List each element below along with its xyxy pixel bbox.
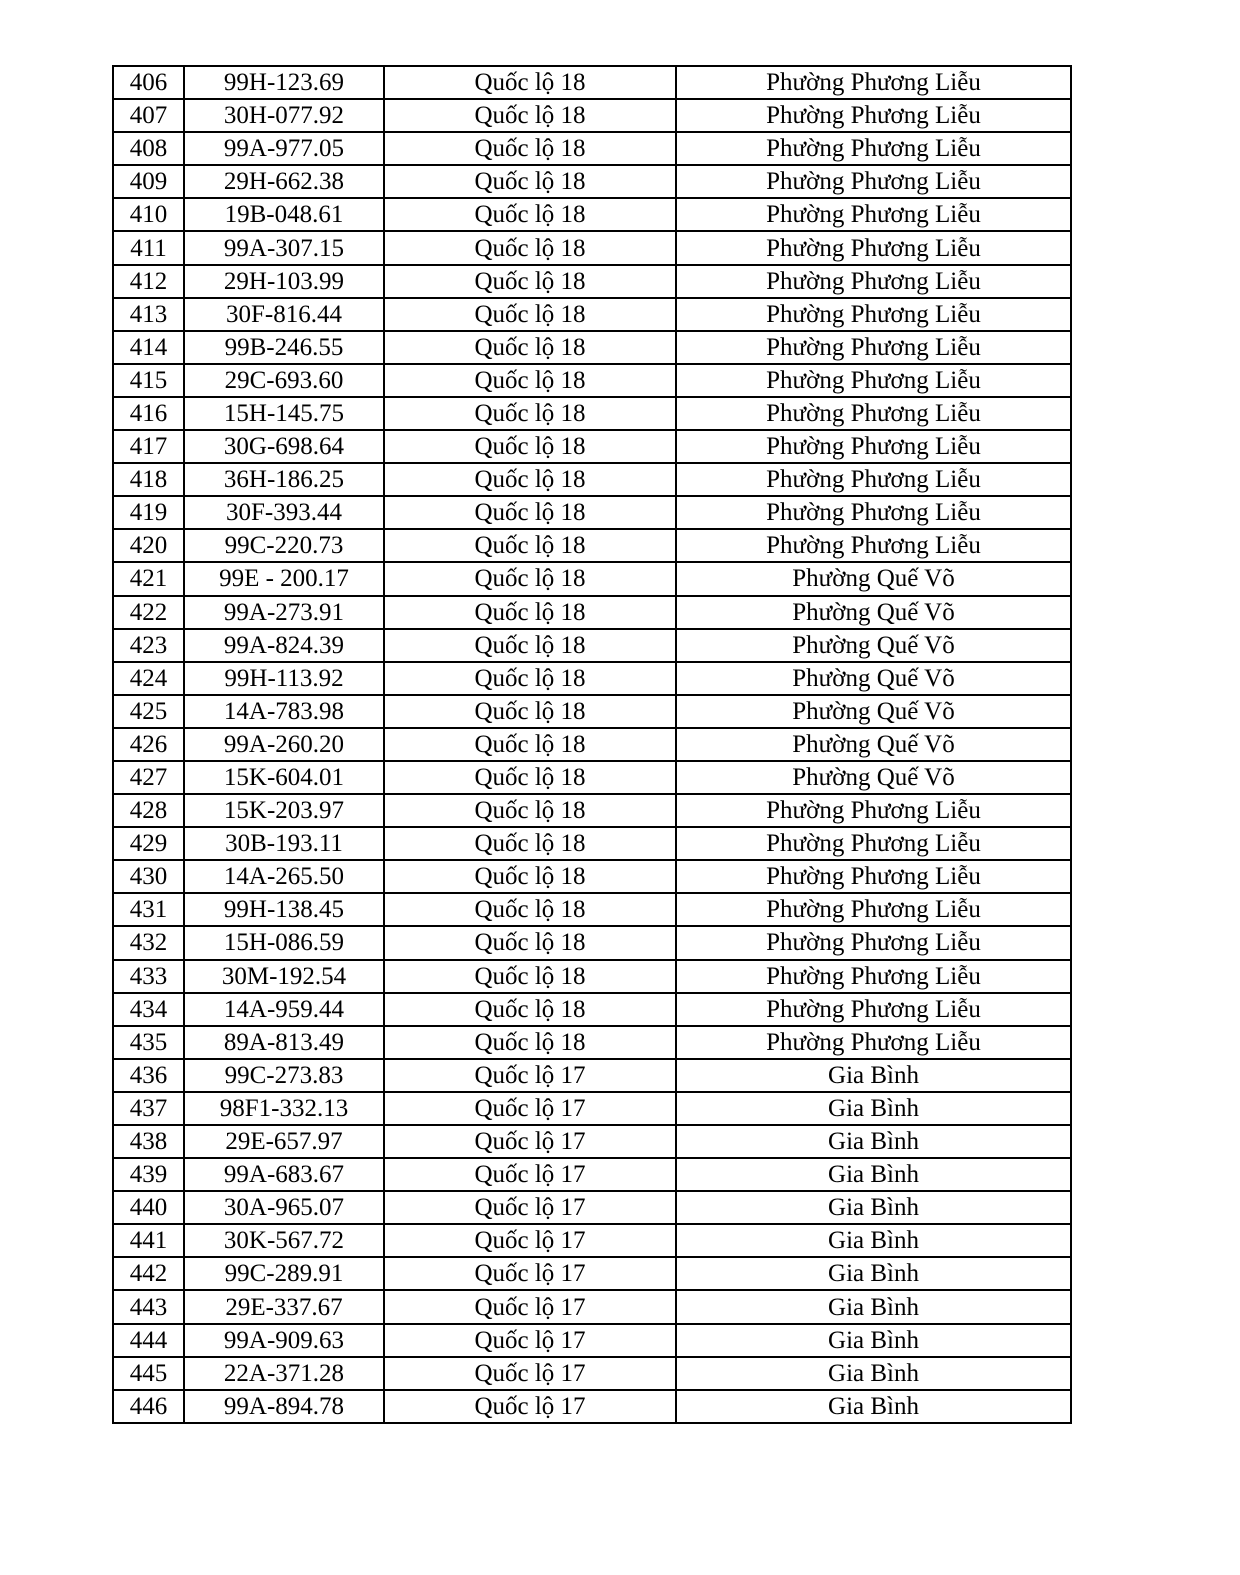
location-cell: Phường Phương Liễu [676,165,1071,198]
license-plate-cell: 15H-145.75 [184,397,384,430]
location-cell: Gia Bình [676,1257,1071,1290]
location-cell: Phường Phương Liễu [676,331,1071,364]
license-plate-cell: 99A-260.20 [184,728,384,761]
license-plate-cell: 30M-192.54 [184,960,384,993]
row-number-cell: 422 [113,596,184,629]
row-number-cell: 431 [113,893,184,926]
location-cell: Phường Phương Liễu [676,496,1071,529]
road-cell: Quốc lộ 17 [384,1390,676,1423]
road-cell: Quốc lộ 17 [384,1290,676,1323]
road-cell: Quốc lộ 18 [384,463,676,496]
row-number-cell: 445 [113,1357,184,1390]
license-plate-cell: 99A-273.91 [184,596,384,629]
location-cell: Phường Quế Võ [676,629,1071,662]
location-cell: Phường Phương Liễu [676,99,1071,132]
license-plate-cell: 99C-273.83 [184,1059,384,1092]
row-number-cell: 408 [113,132,184,165]
table-row [113,298,1071,331]
license-plate-cell: 30F-393.44 [184,496,384,529]
table-row [113,1059,1071,1092]
road-cell: Quốc lộ 18 [384,66,676,99]
road-cell: Quốc lộ 17 [384,1324,676,1357]
location-cell: Gia Bình [676,1224,1071,1257]
location-cell: Gia Bình [676,1059,1071,1092]
row-number-cell: 435 [113,1026,184,1059]
license-plate-cell: 99C-220.73 [184,529,384,562]
location-cell: Gia Bình [676,1092,1071,1125]
license-plate-cell: 29E-657.97 [184,1125,384,1158]
table-row [113,562,1071,595]
row-number-cell: 427 [113,761,184,794]
license-plate-cell: 22A-371.28 [184,1357,384,1390]
row-number-cell: 429 [113,827,184,860]
location-cell: Gia Bình [676,1357,1071,1390]
road-cell: Quốc lộ 18 [384,993,676,1026]
table-row [113,1324,1071,1357]
license-plate-cell: 29E-337.67 [184,1290,384,1323]
license-plate-cell: 15K-604.01 [184,761,384,794]
table-row [113,99,1071,132]
license-plate-cell: 30F-816.44 [184,298,384,331]
road-cell: Quốc lộ 17 [384,1158,676,1191]
location-cell: Gia Bình [676,1158,1071,1191]
road-cell: Quốc lộ 18 [384,695,676,728]
table-row [113,463,1071,496]
location-cell: Phường Phương Liễu [676,430,1071,463]
row-number-cell: 437 [113,1092,184,1125]
license-plate-cell: 29H-103.99 [184,265,384,298]
row-number-cell: 443 [113,1290,184,1323]
table-row [113,331,1071,364]
road-cell: Quốc lộ 18 [384,596,676,629]
table-row [113,1026,1071,1059]
road-cell: Quốc lộ 18 [384,960,676,993]
table-row [113,1224,1071,1257]
table-row [113,596,1071,629]
license-plate-cell: 99A-894.78 [184,1390,384,1423]
location-cell: Phường Phương Liễu [676,132,1071,165]
table-row [113,794,1071,827]
location-cell: Gia Bình [676,1390,1071,1423]
road-cell: Quốc lộ 18 [384,397,676,430]
row-number-cell: 406 [113,66,184,99]
license-plate-cell: 30K-567.72 [184,1224,384,1257]
table-row [113,496,1071,529]
row-number-cell: 430 [113,860,184,893]
row-number-cell: 441 [113,1224,184,1257]
row-number-cell: 444 [113,1324,184,1357]
road-cell: Quốc lộ 18 [384,165,676,198]
license-plate-cell: 15H-086.59 [184,926,384,959]
road-cell: Quốc lộ 18 [384,364,676,397]
road-cell: Quốc lộ 18 [384,231,676,264]
row-number-cell: 412 [113,265,184,298]
table-row [113,430,1071,463]
road-cell: Quốc lộ 18 [384,198,676,231]
road-cell: Quốc lộ 18 [384,331,676,364]
road-cell: Quốc lộ 18 [384,99,676,132]
license-plate-cell: 99E - 200.17 [184,562,384,595]
location-cell: Phường Phương Liễu [676,397,1071,430]
road-cell: Quốc lộ 17 [384,1191,676,1224]
location-cell: Phường Phương Liễu [676,794,1071,827]
license-plate-cell: 99A-909.63 [184,1324,384,1357]
road-cell: Quốc lộ 17 [384,1059,676,1092]
row-number-cell: 426 [113,728,184,761]
row-number-cell: 418 [113,463,184,496]
location-cell: Phường Quế Võ [676,761,1071,794]
license-plate-cell: 99H-123.69 [184,66,384,99]
table-row [113,695,1071,728]
road-cell: Quốc lộ 17 [384,1125,676,1158]
location-cell: Phường Phương Liễu [676,960,1071,993]
row-number-cell: 421 [113,562,184,595]
license-plate-cell: 29C-693.60 [184,364,384,397]
location-cell: Phường Phương Liễu [676,529,1071,562]
table-row [113,993,1071,1026]
row-number-cell: 442 [113,1257,184,1290]
road-cell: Quốc lộ 18 [384,430,676,463]
row-number-cell: 411 [113,231,184,264]
row-number-cell: 434 [113,993,184,1026]
license-plate-cell: 99H-113.92 [184,662,384,695]
row-number-cell: 419 [113,496,184,529]
table-row [113,198,1071,231]
road-cell: Quốc lộ 18 [384,827,676,860]
road-cell: Quốc lộ 17 [384,1257,676,1290]
license-plate-cell: 19B-048.61 [184,198,384,231]
license-plate-cell: 89A-813.49 [184,1026,384,1059]
row-number-cell: 440 [113,1191,184,1224]
license-plate-cell: 15K-203.97 [184,794,384,827]
table-row [113,1390,1071,1423]
road-cell: Quốc lộ 18 [384,728,676,761]
row-number-cell: 413 [113,298,184,331]
row-number-cell: 439 [113,1158,184,1191]
road-cell: Quốc lộ 18 [384,1026,676,1059]
table-row [113,926,1071,959]
row-number-cell: 420 [113,529,184,562]
road-cell: Quốc lộ 17 [384,1224,676,1257]
row-number-cell: 423 [113,629,184,662]
location-cell: Gia Bình [676,1290,1071,1323]
table-row [113,629,1071,662]
row-number-cell: 424 [113,662,184,695]
table-row [113,728,1071,761]
road-cell: Quốc lộ 18 [384,562,676,595]
road-cell: Quốc lộ 18 [384,265,676,298]
table-row [113,893,1071,926]
location-cell: Phường Quế Võ [676,596,1071,629]
road-cell: Quốc lộ 18 [384,794,676,827]
table-row [113,960,1071,993]
location-cell: Phường Phương Liễu [676,265,1071,298]
row-number-cell: 438 [113,1125,184,1158]
table-row [113,827,1071,860]
row-number-cell: 409 [113,165,184,198]
location-cell: Phường Phương Liễu [676,827,1071,860]
license-plate-cell: 99A-683.67 [184,1158,384,1191]
road-cell: Quốc lộ 17 [384,1357,676,1390]
road-cell: Quốc lộ 18 [384,529,676,562]
location-cell: Phường Phương Liễu [676,463,1071,496]
row-number-cell: 436 [113,1059,184,1092]
license-plate-cell: 14A-783.98 [184,695,384,728]
location-cell: Gia Bình [676,1324,1071,1357]
table-row [113,662,1071,695]
table-row [113,529,1071,562]
table-row [113,397,1071,430]
road-cell: Quốc lộ 18 [384,893,676,926]
table-row [113,364,1071,397]
location-cell: Phường Quế Võ [676,695,1071,728]
location-cell: Gia Bình [676,1191,1071,1224]
row-number-cell: 432 [113,926,184,959]
table-row [113,66,1071,99]
location-cell: Phường Quế Võ [676,562,1071,595]
table-row [113,1125,1071,1158]
license-plate-cell: 98F1-332.13 [184,1092,384,1125]
table-row [113,1092,1071,1125]
license-plate-cell: 99A-977.05 [184,132,384,165]
records-table [112,65,1072,1424]
row-number-cell: 416 [113,397,184,430]
road-cell: Quốc lộ 18 [384,132,676,165]
license-plate-cell: 30H-077.92 [184,99,384,132]
road-cell: Quốc lộ 18 [384,761,676,794]
location-cell: Phường Phương Liễu [676,893,1071,926]
license-plate-cell: 14A-959.44 [184,993,384,1026]
road-cell: Quốc lộ 18 [384,298,676,331]
road-cell: Quốc lộ 17 [384,1092,676,1125]
location-cell: Phường Phương Liễu [676,364,1071,397]
location-cell: Phường Phương Liễu [676,1026,1071,1059]
license-plate-cell: 36H-186.25 [184,463,384,496]
table-row [113,1191,1071,1224]
location-cell: Phường Phương Liễu [676,926,1071,959]
road-cell: Quốc lộ 18 [384,926,676,959]
row-number-cell: 446 [113,1390,184,1423]
location-cell: Phường Quế Võ [676,728,1071,761]
road-cell: Quốc lộ 18 [384,860,676,893]
row-number-cell: 425 [113,695,184,728]
table-row [113,265,1071,298]
table-row [113,231,1071,264]
license-plate-cell: 99H-138.45 [184,893,384,926]
license-plate-cell: 99A-307.15 [184,231,384,264]
license-plate-cell: 99B-246.55 [184,331,384,364]
license-plate-cell: 30B-193.11 [184,827,384,860]
table-row [113,1158,1071,1191]
records-table-body [113,66,1071,1423]
location-cell: Phường Phương Liễu [676,860,1071,893]
row-number-cell: 417 [113,430,184,463]
table-row [113,860,1071,893]
table-row [113,165,1071,198]
table-row [113,132,1071,165]
location-cell: Phường Phương Liễu [676,231,1071,264]
row-number-cell: 414 [113,331,184,364]
road-cell: Quốc lộ 18 [384,496,676,529]
row-number-cell: 407 [113,99,184,132]
table-row [113,1357,1071,1390]
license-plate-cell: 99C-289.91 [184,1257,384,1290]
row-number-cell: 410 [113,198,184,231]
road-cell: Quốc lộ 18 [384,662,676,695]
license-plate-cell: 99A-824.39 [184,629,384,662]
license-plate-cell: 30A-965.07 [184,1191,384,1224]
table-row [113,1290,1071,1323]
license-plate-cell: 29H-662.38 [184,165,384,198]
location-cell: Gia Bình [676,1125,1071,1158]
row-number-cell: 433 [113,960,184,993]
license-plate-cell: 14A-265.50 [184,860,384,893]
location-cell: Phường Phương Liễu [676,298,1071,331]
location-cell: Phường Phương Liễu [676,198,1071,231]
location-cell: Phường Quế Võ [676,662,1071,695]
location-cell: Phường Phương Liễu [676,66,1071,99]
table-row [113,1257,1071,1290]
row-number-cell: 415 [113,364,184,397]
road-cell: Quốc lộ 18 [384,629,676,662]
table-row [113,761,1071,794]
row-number-cell: 428 [113,794,184,827]
location-cell: Phường Phương Liễu [676,993,1071,1026]
license-plate-cell: 30G-698.64 [184,430,384,463]
